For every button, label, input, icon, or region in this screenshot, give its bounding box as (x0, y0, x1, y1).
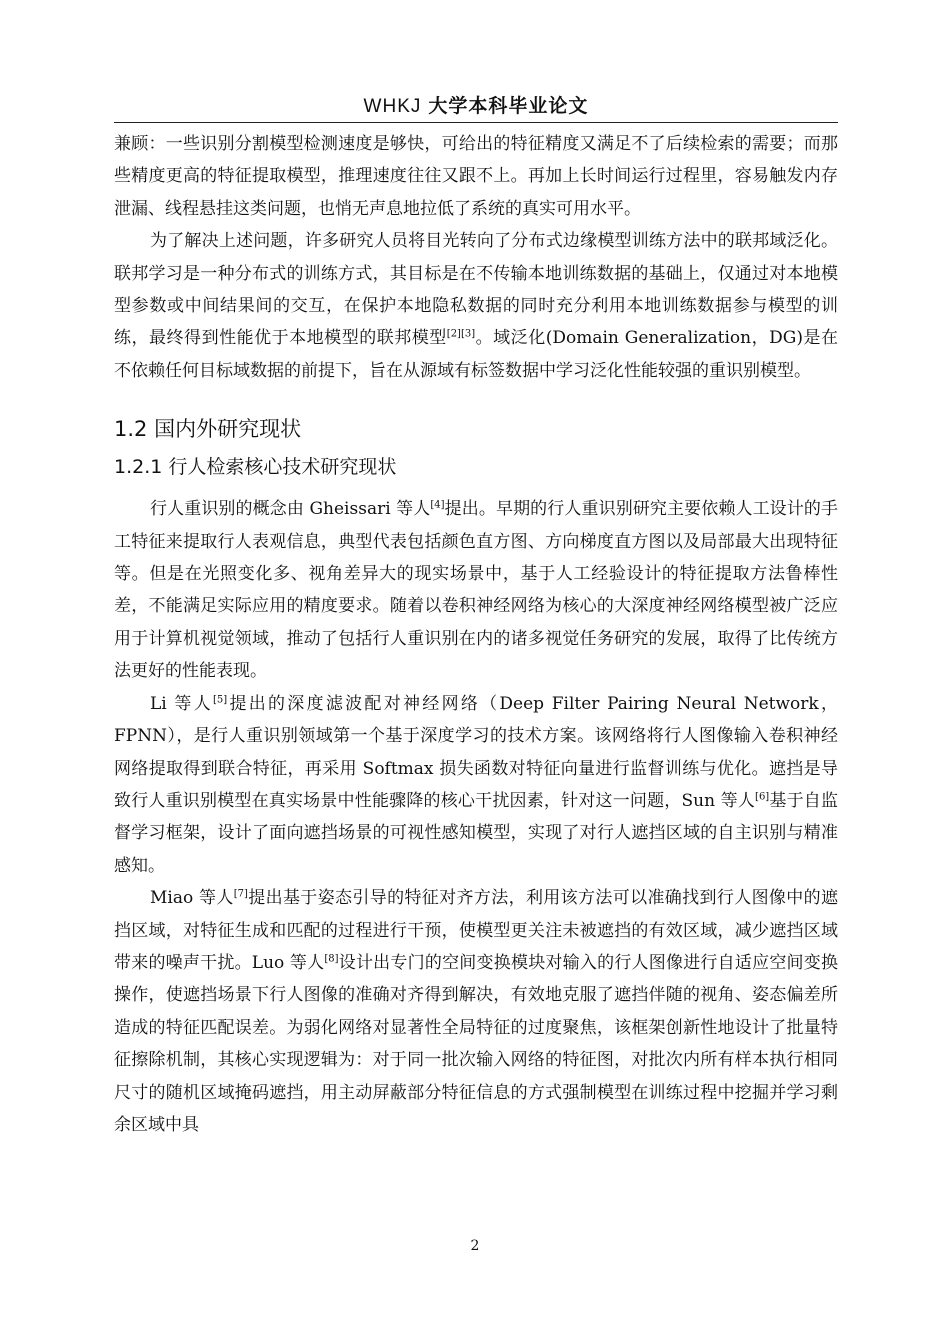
paragraph-3 (114, 493, 838, 687)
citation-4: [4] (430, 499, 445, 511)
subsection-heading: 1.2.1 行人检索核心技术研究现状 (114, 456, 397, 479)
citation-7: [7] (233, 888, 248, 900)
header-logo: WHKJ (363, 96, 422, 117)
paragraph-4 (114, 688, 838, 882)
paragraph-4-text-b: 提出的深度滤波配对神经网络（Deep Filter Pairing Neural Network，FPNN），是行人重识别领域第一个基于深度学习的技术方案。该网络将行人图像输入卷积神经网络提取得到联合特征，再采用 Softmax 损失函数对特征向量进行监督训练与优化。遮挡是导致行人重识别模型在真实场景中性能骤降的核心干扰因素，针对这一问题，Sun 等人 (114, 693, 838, 811)
citation-5: [5] (212, 694, 228, 706)
page-header (114, 92, 838, 123)
paragraph-4-text-c: 基于自监督学习框架，设计了面向遮挡场景的可视性感知模型，实现了对行人遮挡区域的自主识别与精准感知。 (114, 790, 839, 876)
paragraph-5-text-a: Miao 等人 (150, 888, 234, 909)
header-title: 大学本科毕业论文 (428, 95, 589, 117)
citation-6: [6] (755, 791, 770, 803)
paragraph-3-text-a: 行人重识别的概念由 Gheissari 等人 (150, 499, 431, 520)
header-text (364, 95, 589, 117)
paragraph-4-text-a: Li 等人 (150, 693, 213, 714)
page-number: 2 (470, 1238, 480, 1254)
paragraph-2-text-b: 。域泛化(Domain Generalization，DG)是在不依赖任何目标域数据的前提下，旨在从源域有标签数据中学习泛化性能较强的重识别模型。 (114, 328, 839, 381)
paragraph-5-text-c: 设计出专门的空间变换模块对输入的行人图像进行自适应空间变换操作，使遮挡场景下行人图像的准确对齐得到解决，有效地克服了遮挡伴随的视角、姿态偏差所造成的特征匹配误差。为弱化网络对显著性全局特征的过度聚焦，该框架创新性地设计了批量特征擦除机制，其核心实现逻辑为：对于同一批次输入网络的特征图，对批次内所有样本执行相同尺寸的随机区域掩码遮挡，用主动屏蔽部分特征信息的方式强制模型在训练过程中挖掘并学习剩余区域中具 (114, 952, 838, 1135)
citation-8: [8] (324, 953, 339, 965)
paragraph-1: 兼顾：一些识别分割模型检测速度是够快，可给出的特征精度又满足不了后续检索的需要；而那些精度更高的特征提取模型，推理速度往往又跟不上。再加上长时间运行过程里，容易触发内存泄漏、线程悬挂这类问题，也悄无声息地拉低了系统的真实可用水平。 (114, 134, 838, 219)
page-body (114, 128, 838, 1141)
citation-2-3: [2][3] (446, 328, 476, 340)
paragraph-2-text-a: 为了解决上述问题，许多研究人员将目光转向了分布式边缘模型训练方法中的联邦域泛化。联邦学习是一种分布式的训练方式，其目标是在不传输本地训练数据的基础上，仅通过对本地模型参数或中间结果间的交互，在保护本地隐私数据的同时充分利用本地训练数据参与模型的训练，最终得到性能优于本地模型的联邦模型 (114, 231, 838, 349)
section-heading: 1.2 国内外研究现状 (114, 417, 302, 442)
paragraph-2 (114, 225, 838, 387)
paragraph-3-text-b: 提出。早期的行人重识别研究主要依赖人工设计的手工特征来提取行人表观信息，典型代表包括颜色直方图、方向梯度直方图以及局部最大出现特征等。但是在光照变化多、视角差异大的现实场景中，基于人工经验设计的特征提取方法鲁棒性差，不能满足实际应用的精度要求。随着以卷积神经网络为核心的大深度神经网络模型被广泛应用于计算机视觉领域，推动了包括行人重识别在内的诸多视觉任务研究的发展，取得了比传统方法更好的性能表现。 (114, 499, 839, 682)
paragraph-5 (114, 882, 838, 1141)
paragraph-5-text-b: 提出基于姿态引导的特征对齐方法，利用该方法可以准确找到行人图像中的遮挡区域，对特征生成和匹配的过程进行干预，使模型更关注未被遮挡的有效区域，减少遮挡区域带来的噪声干扰。Luo 等人 (114, 888, 839, 973)
